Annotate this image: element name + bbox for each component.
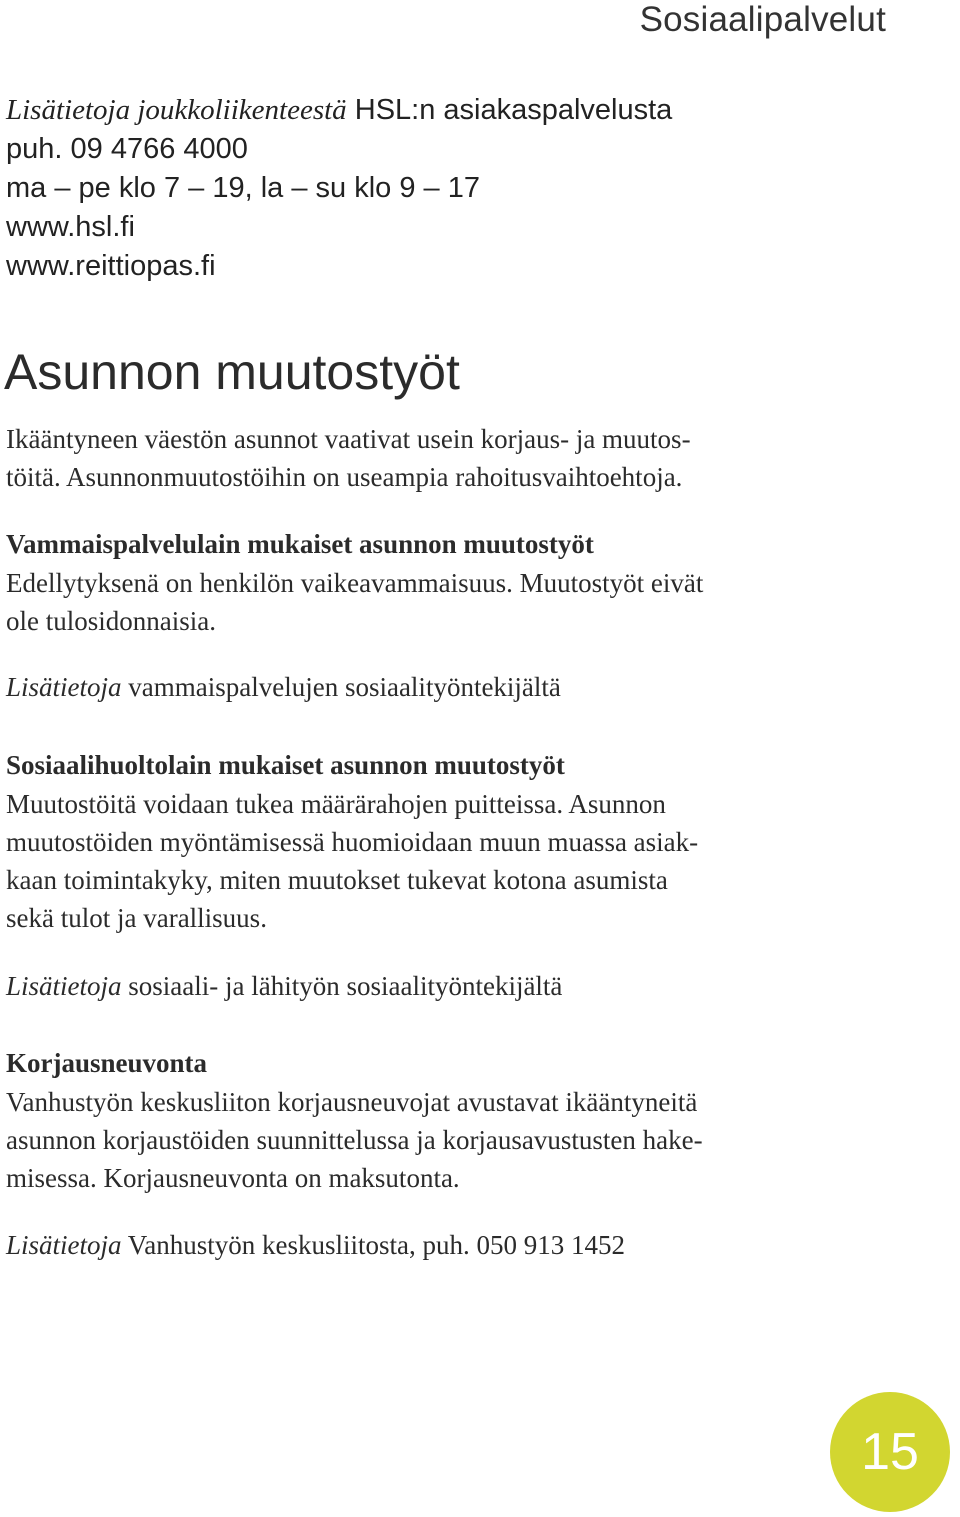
section-label: Sosiaalipalvelut: [639, 0, 886, 39]
info-label: Lisätietoja: [6, 672, 122, 702]
hsl-phone: puh. 09 4766 4000: [6, 133, 248, 165]
korjaus-line: misessa. Korjausneuvonta on maksutonta.: [6, 1163, 460, 1193]
reittiopas-site-link[interactable]: www.reittiopas.fi: [6, 250, 216, 282]
korjaus-info: [6, 1226, 625, 1264]
hsl-contact-block: [6, 91, 672, 286]
korjaus-line: Vanhustyön keskusliiton korjausneuvojat avustavat ikääntyneitä: [6, 1087, 698, 1117]
sosiaali-info: [6, 967, 562, 1005]
vammais-line: ole tulosidonnaisia.: [6, 606, 216, 636]
hsl-site-link[interactable]: www.hsl.fi: [6, 211, 135, 243]
vammais-info: [6, 668, 561, 706]
intro-line: Ikääntyneen väestön asunnot vaativat usein korjaus- ja muutos-: [6, 424, 691, 454]
info-label: Lisätietoja: [6, 1230, 122, 1260]
sosiaali-line: kaan toimintakyky, miten muutokset tukevat kotona asumista: [6, 865, 668, 895]
korjaus-paragraph: [6, 1083, 703, 1197]
korjaus-line: asunnon korjaustöiden suunnittelussa ja korjausavustusten hake-: [6, 1125, 703, 1155]
page-number-badge: [830, 1392, 950, 1512]
sosiaali-paragraph: [6, 785, 698, 937]
page-number: 15: [861, 1423, 919, 1481]
sosiaali-line: sekä tulot ja varallisuus.: [6, 903, 267, 933]
hsl-hours: ma – pe klo 7 – 19, la – su klo 9 – 17: [6, 172, 480, 204]
intro-line: töitä. Asunnonmuutostöihin on useampia rahoitusvaihtoehtoja.: [6, 462, 683, 492]
intro-paragraph: [6, 420, 691, 496]
page-title: Asunnon muutostyöt: [4, 344, 460, 400]
hsl-lead-line: [6, 91, 672, 130]
sosiaali-heading: Sosiaalihuoltolain mukaiset asunnon muutostyöt: [6, 750, 565, 780]
hsl-lead-italic: Lisätietoja joukkoliikenteestä: [6, 94, 347, 126]
vammais-paragraph: [6, 564, 703, 640]
info-label: Lisätietoja: [6, 971, 122, 1001]
info-text: Vanhustyön keskusliitosta, puh. 050 913 1452: [121, 1230, 626, 1260]
info-text: vammaispalvelujen sosiaalityöntekijältä: [121, 672, 561, 702]
info-text: sosiaali- ja lähityön sosiaalityöntekijältä: [121, 971, 563, 1001]
vammais-heading: Vammaispalvelulain mukaiset asunnon muutostyöt: [6, 529, 594, 559]
vammais-line: Edellytyksenä on henkilön vaikeavammaisuus. Muutostyöt eivät: [6, 568, 704, 598]
korjaus-heading: Korjausneuvonta: [6, 1048, 208, 1078]
sosiaali-line: muutostöiden myöntämisessä huomioidaan muun muassa asiak-: [6, 827, 699, 857]
hsl-lead-rest: HSL:n asiakaspalvelusta: [346, 94, 673, 126]
sosiaali-line: Muutostöitä voidaan tukea määrärahojen puitteissa. Asunnon: [6, 789, 666, 819]
